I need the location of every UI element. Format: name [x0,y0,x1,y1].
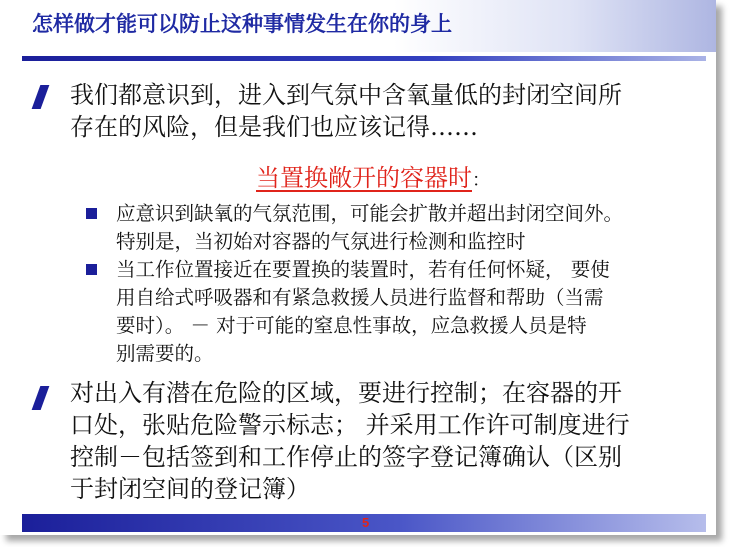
page-number: 5 [362,515,370,530]
title-divider [22,56,706,61]
bullet-2-line-3: 要时）。 － 对于可能的窒息性事故，应急救援人员是特 [116,314,587,337]
slash-bullet-icon [32,85,50,109]
bullet-1-line-1: 应意识到缺氧的气氛范围，可能会扩散并超出封闭空间外。 [116,202,624,225]
section1-line-2: 存在的风险，但是我们也应该记得…… [70,113,478,141]
section2-line-2: 口处，张贴危险警示标志； 并采用工作许可制度进行 [70,411,630,439]
page-title: 怎样做才能可以防止这种事情发生在你的身上 [32,11,452,36]
section2-line-1: 对出入有潜在危险的区域，要进行控制；在容器的开 [70,379,622,407]
section2-line-4: 于封闭空间的登记簿） [70,475,310,503]
square-bullet-icon [86,208,97,219]
bullet-2-line-1: 当工作位置接近在要置换的装置时，若有任何怀疑， 要使 [116,258,610,281]
bullet-2-line-4: 别需要的。 [116,342,214,365]
subheading-colon: ： [472,170,490,191]
section1-line-1: 我们都意识到，进入到气氛中含氧量低的封闭空间所 [70,81,622,109]
subheading-text: 当置换敞开的容器时 [256,164,472,192]
bullet-1-line-2: 特别是，当初始对容器的气氛进行检测和监控时 [116,230,526,253]
slash-bullet-icon [32,386,50,410]
section2-line-3: 控制－包括签到和工作停止的签字登记簿确认（区别 [70,443,622,471]
bullet-2-line-2: 用自给式呼吸器和有紧急救援人员进行监督和帮助（当需 [116,286,604,309]
square-bullet-icon [86,264,97,275]
subheading [256,158,490,193]
